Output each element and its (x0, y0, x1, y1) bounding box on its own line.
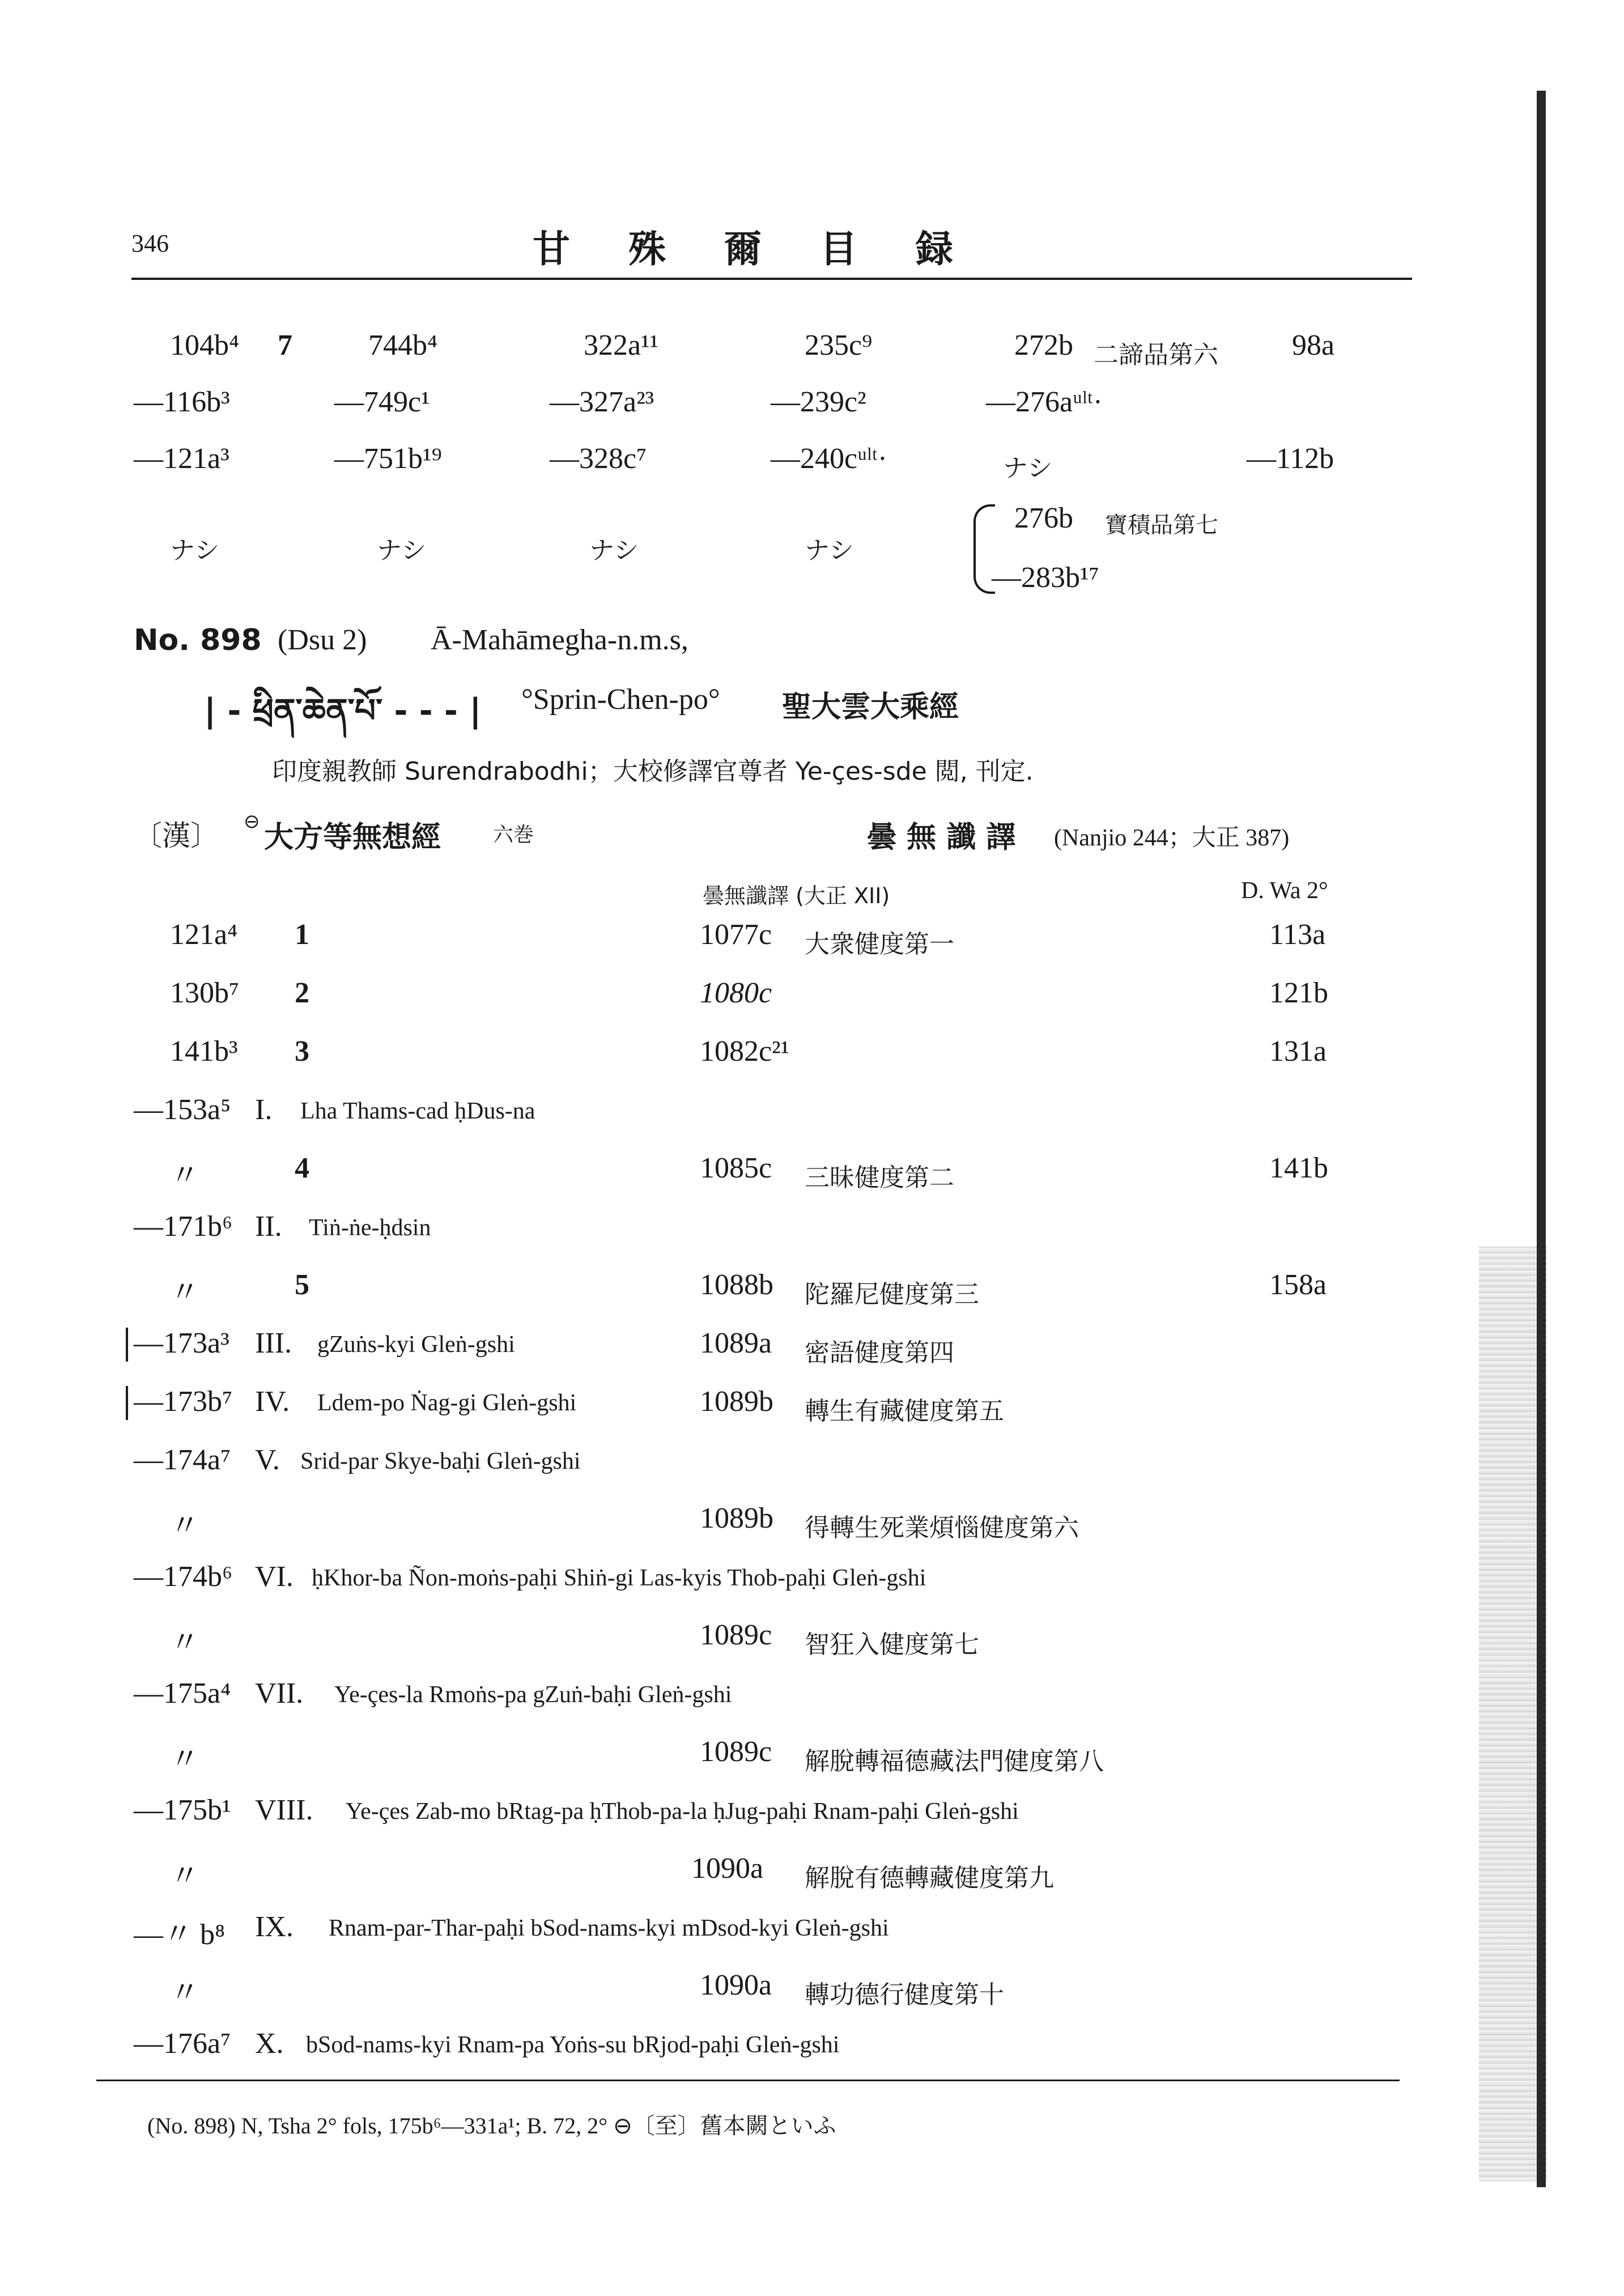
taisho-ref: 1082c²¹ (700, 1035, 790, 1068)
tibetan-chapter: Ldem-po Ṅag-gi Gleṅ-gshi (317, 1390, 577, 1416)
tibetan-chapter: bSod-nams-kyi Rnam-pa Yoṅs-su bRjod-paḥi Gleṅ-gshi (306, 2032, 840, 2058)
chinese-chapter: 智狂入健度第七 (805, 1630, 979, 1659)
chapter: IV. (255, 1385, 290, 1418)
chapter: 3 (295, 1035, 309, 1068)
chapter: VII. (255, 1677, 304, 1710)
chinese-chapter: 大衆健度第一 (805, 930, 954, 959)
folio: —173b⁷ (134, 1385, 233, 1418)
ditto: 〃 (170, 1277, 200, 1309)
cell: —749c¹ (334, 386, 430, 418)
taisho-ref: 1089c (700, 1619, 772, 1651)
cell: ナシ (589, 536, 639, 565)
cell: —121a³ (134, 443, 229, 475)
derge-ref: 158a (1269, 1269, 1327, 1301)
folio: 121a⁴ (170, 919, 238, 951)
cell: ナシ (170, 536, 220, 565)
taisho-ref: 1089c (700, 1736, 772, 1768)
cell: ナシ (377, 536, 427, 565)
folio: —176a⁷ (134, 2027, 231, 2060)
entry-number: No. 898 (134, 623, 262, 657)
column-header-derge: D. Wa 2° (1241, 878, 1328, 904)
entry-title: Ā-Mahāmegha-n.m.s, (431, 624, 688, 656)
chapter: VIII. (255, 1794, 313, 1826)
folio: —〃 b⁸ (134, 1919, 226, 1951)
folio: —174a⁷ (134, 1444, 231, 1476)
cell: 322a¹¹ (584, 329, 659, 362)
ditto: 〃 (170, 1744, 200, 1776)
chapter: 4 (295, 1152, 309, 1184)
cell: 272b (1014, 329, 1073, 362)
chinese-chapter: 解脫有德轉藏健度第九 (805, 1864, 1054, 1893)
cell: 98a (1292, 329, 1335, 362)
folio: —153a⁵ (134, 1094, 231, 1126)
folio: —174b⁶ (134, 1561, 233, 1593)
chinese-chapter: 解脫轉福德藏法門健度第八 (805, 1747, 1104, 1776)
cell: —116b³ (134, 386, 230, 418)
derge-ref: 131a (1269, 1035, 1327, 1068)
scan-edge-line (1537, 91, 1546, 2187)
taisho-ref: 1080c (700, 977, 772, 1009)
ditto: 〃 (170, 1160, 200, 1192)
ditto: 〃 (170, 1860, 200, 1893)
tibetan-chapter: Rnam-par-Thar-paḥi bSod-nams-kyi mDsod-kyi Gleṅ-gshi (329, 1915, 889, 1941)
page-number: 346 (131, 229, 169, 257)
entry-code: (Dsu 2) (278, 624, 367, 656)
tibetan-title: | - ཕྲིན་ཆེན་པོ་ - - - | (204, 691, 482, 730)
footnote: (No. 898) N, Tsha 2° fols, 175b⁶—331a¹; B. 72, 2° ⊖〔至〕舊本闕といふ (147, 2113, 836, 2138)
cell: —327a²³ (550, 386, 654, 418)
chinese-chapter: 得轉生死業煩惱健度第六 (805, 1513, 1079, 1542)
han-translator: 曇 無 讖 譯 (867, 820, 1016, 854)
column-header-taisho: 曇無讖譯 (大正 XII) (703, 883, 890, 908)
chinese-chapter: 轉生有藏健度第五 (805, 1397, 1004, 1426)
cell: 235c⁹ (805, 329, 873, 362)
ditto: 〃 (170, 1510, 200, 1542)
cell: 二諦品第六 (1094, 341, 1218, 369)
han-title: 大方等無想經 (264, 820, 441, 854)
footnote-rule (96, 2080, 1400, 2081)
chapter: II. (255, 1210, 282, 1243)
chapter: VI. (255, 1561, 294, 1593)
chapter: IX. (255, 1911, 294, 1943)
chapter: 5 (295, 1269, 309, 1301)
cell: —240cᵘˡᵗ· (771, 443, 888, 475)
cell: 744b⁴ (368, 329, 438, 362)
chapter: III. (255, 1327, 292, 1359)
cell: —276aᵘˡᵗ· (986, 386, 1103, 418)
cell: —283b¹⁷ (992, 562, 1099, 594)
taisho-ref: 1090a (700, 1969, 772, 2001)
derge-ref: 113a (1269, 919, 1326, 951)
cell: —751b¹⁹ (334, 443, 442, 475)
chapter: 1 (295, 919, 309, 951)
taisho-ref: 1077c (700, 919, 772, 951)
cell: —112b (1247, 443, 1334, 475)
han-label: 〔漢〕 (134, 819, 219, 852)
header-rule (131, 278, 1412, 280)
chapter: 2 (295, 977, 309, 1009)
tibetan-chapter: Lha Thams-cad ḥDus-na (300, 1098, 535, 1124)
short-title: °Sprin-Chen-po° (521, 683, 720, 716)
taisho-ref: 1088b (700, 1269, 773, 1301)
cell: 7 (278, 329, 292, 362)
cell: 276b (1014, 502, 1073, 534)
chapter: X. (255, 2027, 284, 2060)
folio: 141b³ (170, 1035, 238, 1068)
chapter: V. (255, 1444, 280, 1476)
tibetan-chapter: Srid-par Skye-baḥi Gleṅ-gshi (300, 1448, 581, 1474)
cell: —239c² (771, 386, 866, 418)
cell: ナシ (1003, 454, 1053, 483)
tibetan-chapter: gZuṅs-kyi Gleṅ-gshi (317, 1332, 515, 1358)
folio: —171b⁶ (134, 1210, 233, 1243)
ditto: 〃 (170, 1627, 200, 1659)
chinese-chapter: 密語健度第四 (805, 1338, 954, 1367)
cell: ナシ (805, 536, 854, 565)
margin-bar (126, 1328, 128, 1362)
folio: —173a³ (134, 1327, 229, 1359)
ditto: 〃 (170, 1977, 200, 2009)
translators: 印度親教師 Surendrabodhi；大校修譯官尊者 Ye-çes-sde 閲, 刊定. (272, 757, 1034, 786)
derge-ref: 141b (1269, 1152, 1328, 1184)
chinese-title: 聖大雲大乘經 (782, 690, 959, 724)
taisho-ref: 1089a (700, 1327, 772, 1359)
han-volumes: 六巻 (493, 823, 534, 847)
han-reference: (Nanjio 244；大正 387) (1054, 825, 1290, 851)
folio: 130b⁷ (170, 977, 240, 1009)
page-title: 甘 殊 爾 目 録 (533, 227, 976, 271)
folio: —175b¹ (134, 1794, 231, 1826)
chinese-chapter: 轉功德行健度第十 (805, 1980, 1004, 2009)
chinese-chapter: 三昧健度第二 (805, 1163, 954, 1192)
chinese-chapter: 陀羅尼健度第三 (805, 1280, 979, 1309)
taisho-ref: 1089b (700, 1385, 773, 1418)
taisho-ref: 1085c (700, 1152, 772, 1184)
han-mark: ⊖ (244, 810, 260, 833)
chapter: I. (255, 1094, 273, 1126)
cell: 104b⁴ (170, 329, 240, 362)
tibetan-chapter: Tiṅ-ṅe-ḥdsin (309, 1215, 431, 1241)
cell: 寶積品第七 (1105, 512, 1218, 538)
folio: —175a⁴ (134, 1677, 231, 1710)
margin-bar (126, 1386, 128, 1420)
taisho-ref: 1089b (700, 1502, 773, 1534)
tibetan-chapter: Ye-çes Zab-mo bRtag-pa ḥThob-pa-la ḥJug-paḥi Rnam-paḥi Gleṅ-gshi (346, 1798, 1019, 1825)
cell: —328c⁷ (550, 443, 647, 475)
taisho-ref: 1090a (691, 1852, 764, 1885)
tibetan-chapter: Ye-çes-la Rmoṅs-pa gZuṅ-baḥi Gleṅ-gshi (334, 1682, 732, 1708)
derge-ref: 121b (1269, 977, 1328, 1009)
tibetan-chapter: ḥKhor-ba Ñon-moṅs-paḥi Shiṅ-gi Las-kyis Thob-paḥi Gleṅ-gshi (312, 1565, 926, 1591)
